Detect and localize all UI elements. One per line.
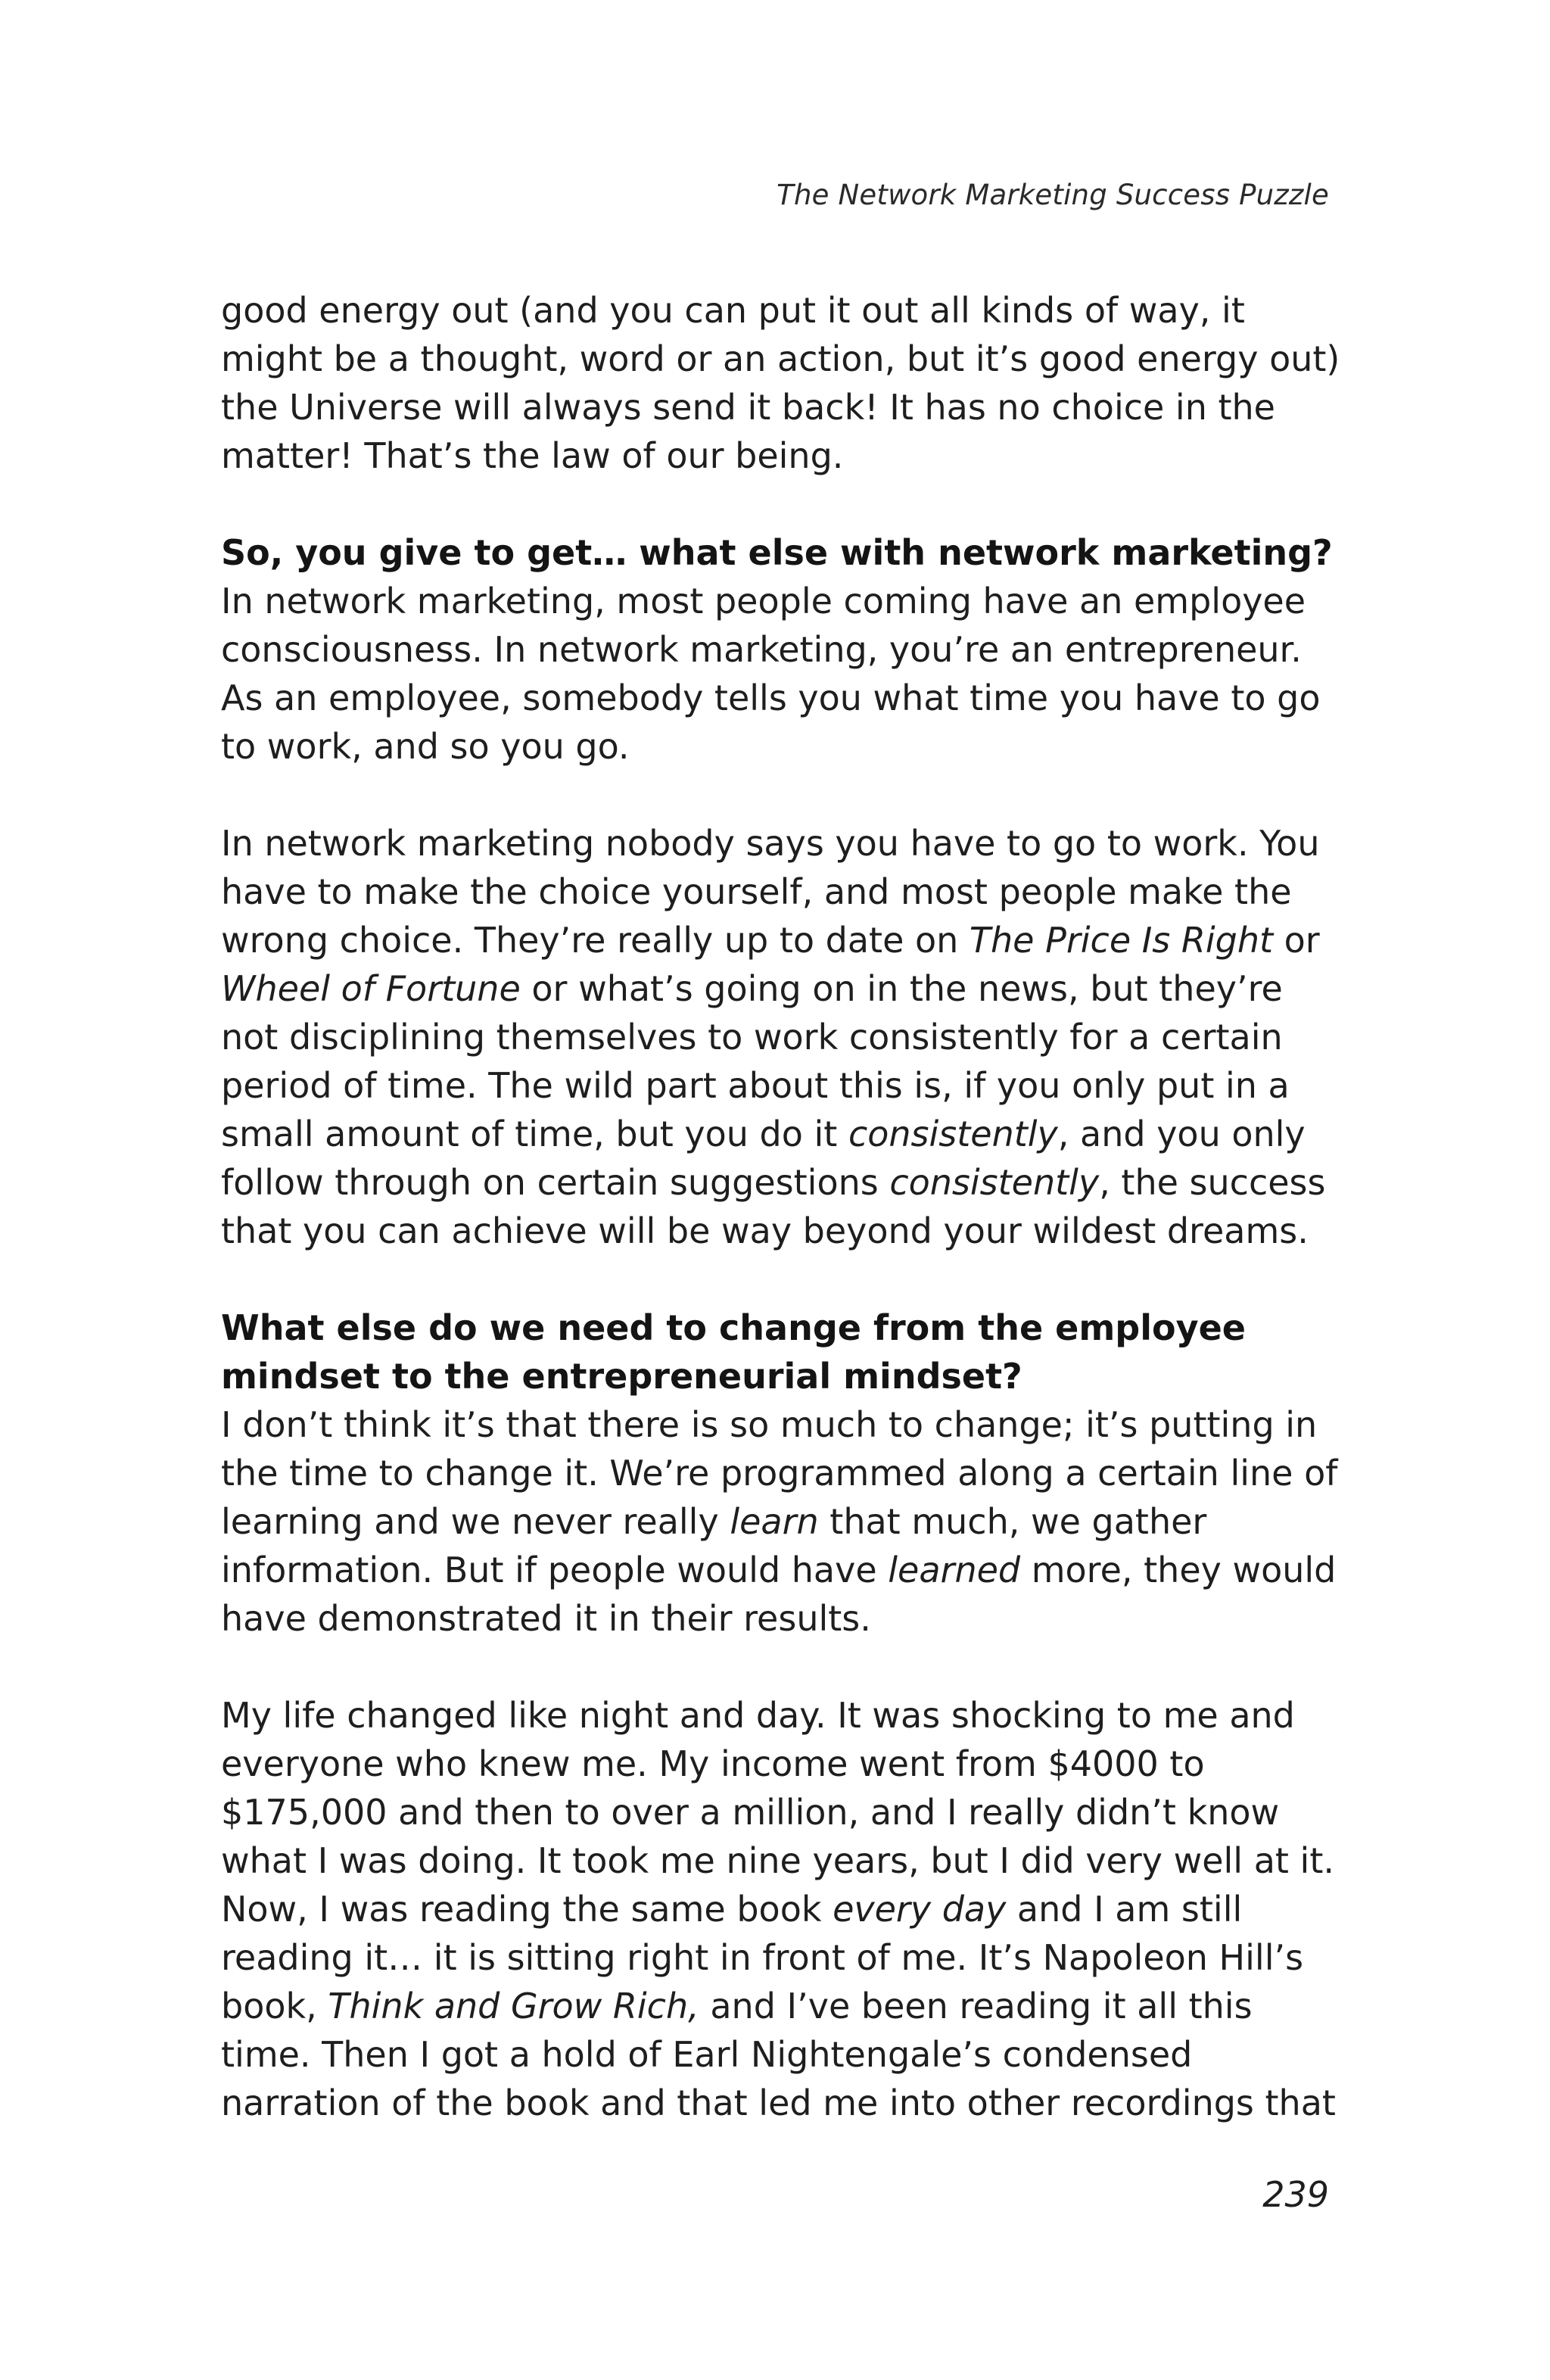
paragraph-2 bbox=[221, 819, 1341, 1255]
italic-title-wheel-of-fortune: Wheel of Fortune bbox=[221, 968, 521, 1009]
qa-block-1 bbox=[221, 528, 1341, 771]
body-text bbox=[221, 286, 1341, 2127]
text-run: In network marketing nobody says you have to go to work. You have to make the choice yourself, and most people make the wrong choice. They’re really up to date on bbox=[221, 823, 1320, 961]
italic-emphasis: learned bbox=[888, 1550, 1021, 1590]
text-run: , the success that you can achieve will be way beyond your wildest dreams. bbox=[221, 1162, 1326, 1251]
italic-emphasis: consistently bbox=[889, 1162, 1100, 1203]
text-run: and I’ve been reading it all this time. Then I got a hold of Earl Nightengale’s condensed narration of the book and that led me into other recordings that bbox=[221, 1986, 1336, 2123]
running-header: The Network Marketing Success Puzzle bbox=[777, 179, 1329, 211]
qa-block-2 bbox=[221, 1304, 1341, 1643]
italic-title-price-is-right: The Price Is Right bbox=[969, 920, 1274, 961]
paragraph-3 bbox=[221, 1691, 1341, 2127]
italic-title-think-and-grow-rich: Think and Grow Rich, bbox=[328, 1986, 699, 2026]
text-run: or bbox=[1273, 920, 1320, 961]
text-run: or what’s going on in the news, but they’re not disciplining themselves to work consistently for a certain period of time. The wild part about this is, if you only put in a small amount of time, but you do it bbox=[221, 968, 1290, 1154]
question-heading-1: So, you give to get… what else with network marketing? bbox=[221, 532, 1333, 573]
question-heading-2: What else do we need to change from the employee mindset to the entrepreneurial mindset? bbox=[221, 1307, 1246, 1397]
answer-paragraph-2 bbox=[221, 1400, 1341, 1643]
text-run: I don’t think it’s that there is so much to change; it’s putting in the time to change it. We’re programmed along a certain line of learning and we never really bbox=[221, 1404, 1338, 1542]
text-run: and I am still reading it… it is sitting right in front of me. It’s Napoleon Hill’s book, bbox=[221, 1889, 1304, 2026]
text-run: , and you only follow through on certain suggestions bbox=[221, 1114, 1306, 1203]
paragraph-1: good energy out (and you can put it out all kinds of way, it might be a thought, word or an action, but it’s good energy out) the Universe will always send it back! It has no choice in the matter! That’s the law of our being. bbox=[221, 290, 1340, 476]
text-run: more, they would have demonstrated it in their results. bbox=[221, 1550, 1337, 1639]
text-run: that much, we gather information. But if people would have bbox=[221, 1501, 1207, 1590]
italic-emphasis: every day bbox=[833, 1889, 1007, 1930]
page-number: 239 bbox=[1262, 2174, 1329, 2215]
answer-paragraph-1: In network marketing, most people coming have an employee consciousness. In network marketing, you’re an entrepreneur. As an employee, somebody tells you what time you have to go to work, and so you go. bbox=[221, 581, 1321, 767]
text-run: My life changed like night and day. It was shocking to me and everyone who knew me. My income went from $4000 to $175,000 and then to over a million, and I really didn’t know what I was doing. It took me nine years, but I did very well at it. Now, I was reading the same book bbox=[221, 1695, 1334, 1930]
italic-emphasis: learn bbox=[730, 1501, 819, 1542]
italic-emphasis: consistently bbox=[848, 1114, 1058, 1154]
